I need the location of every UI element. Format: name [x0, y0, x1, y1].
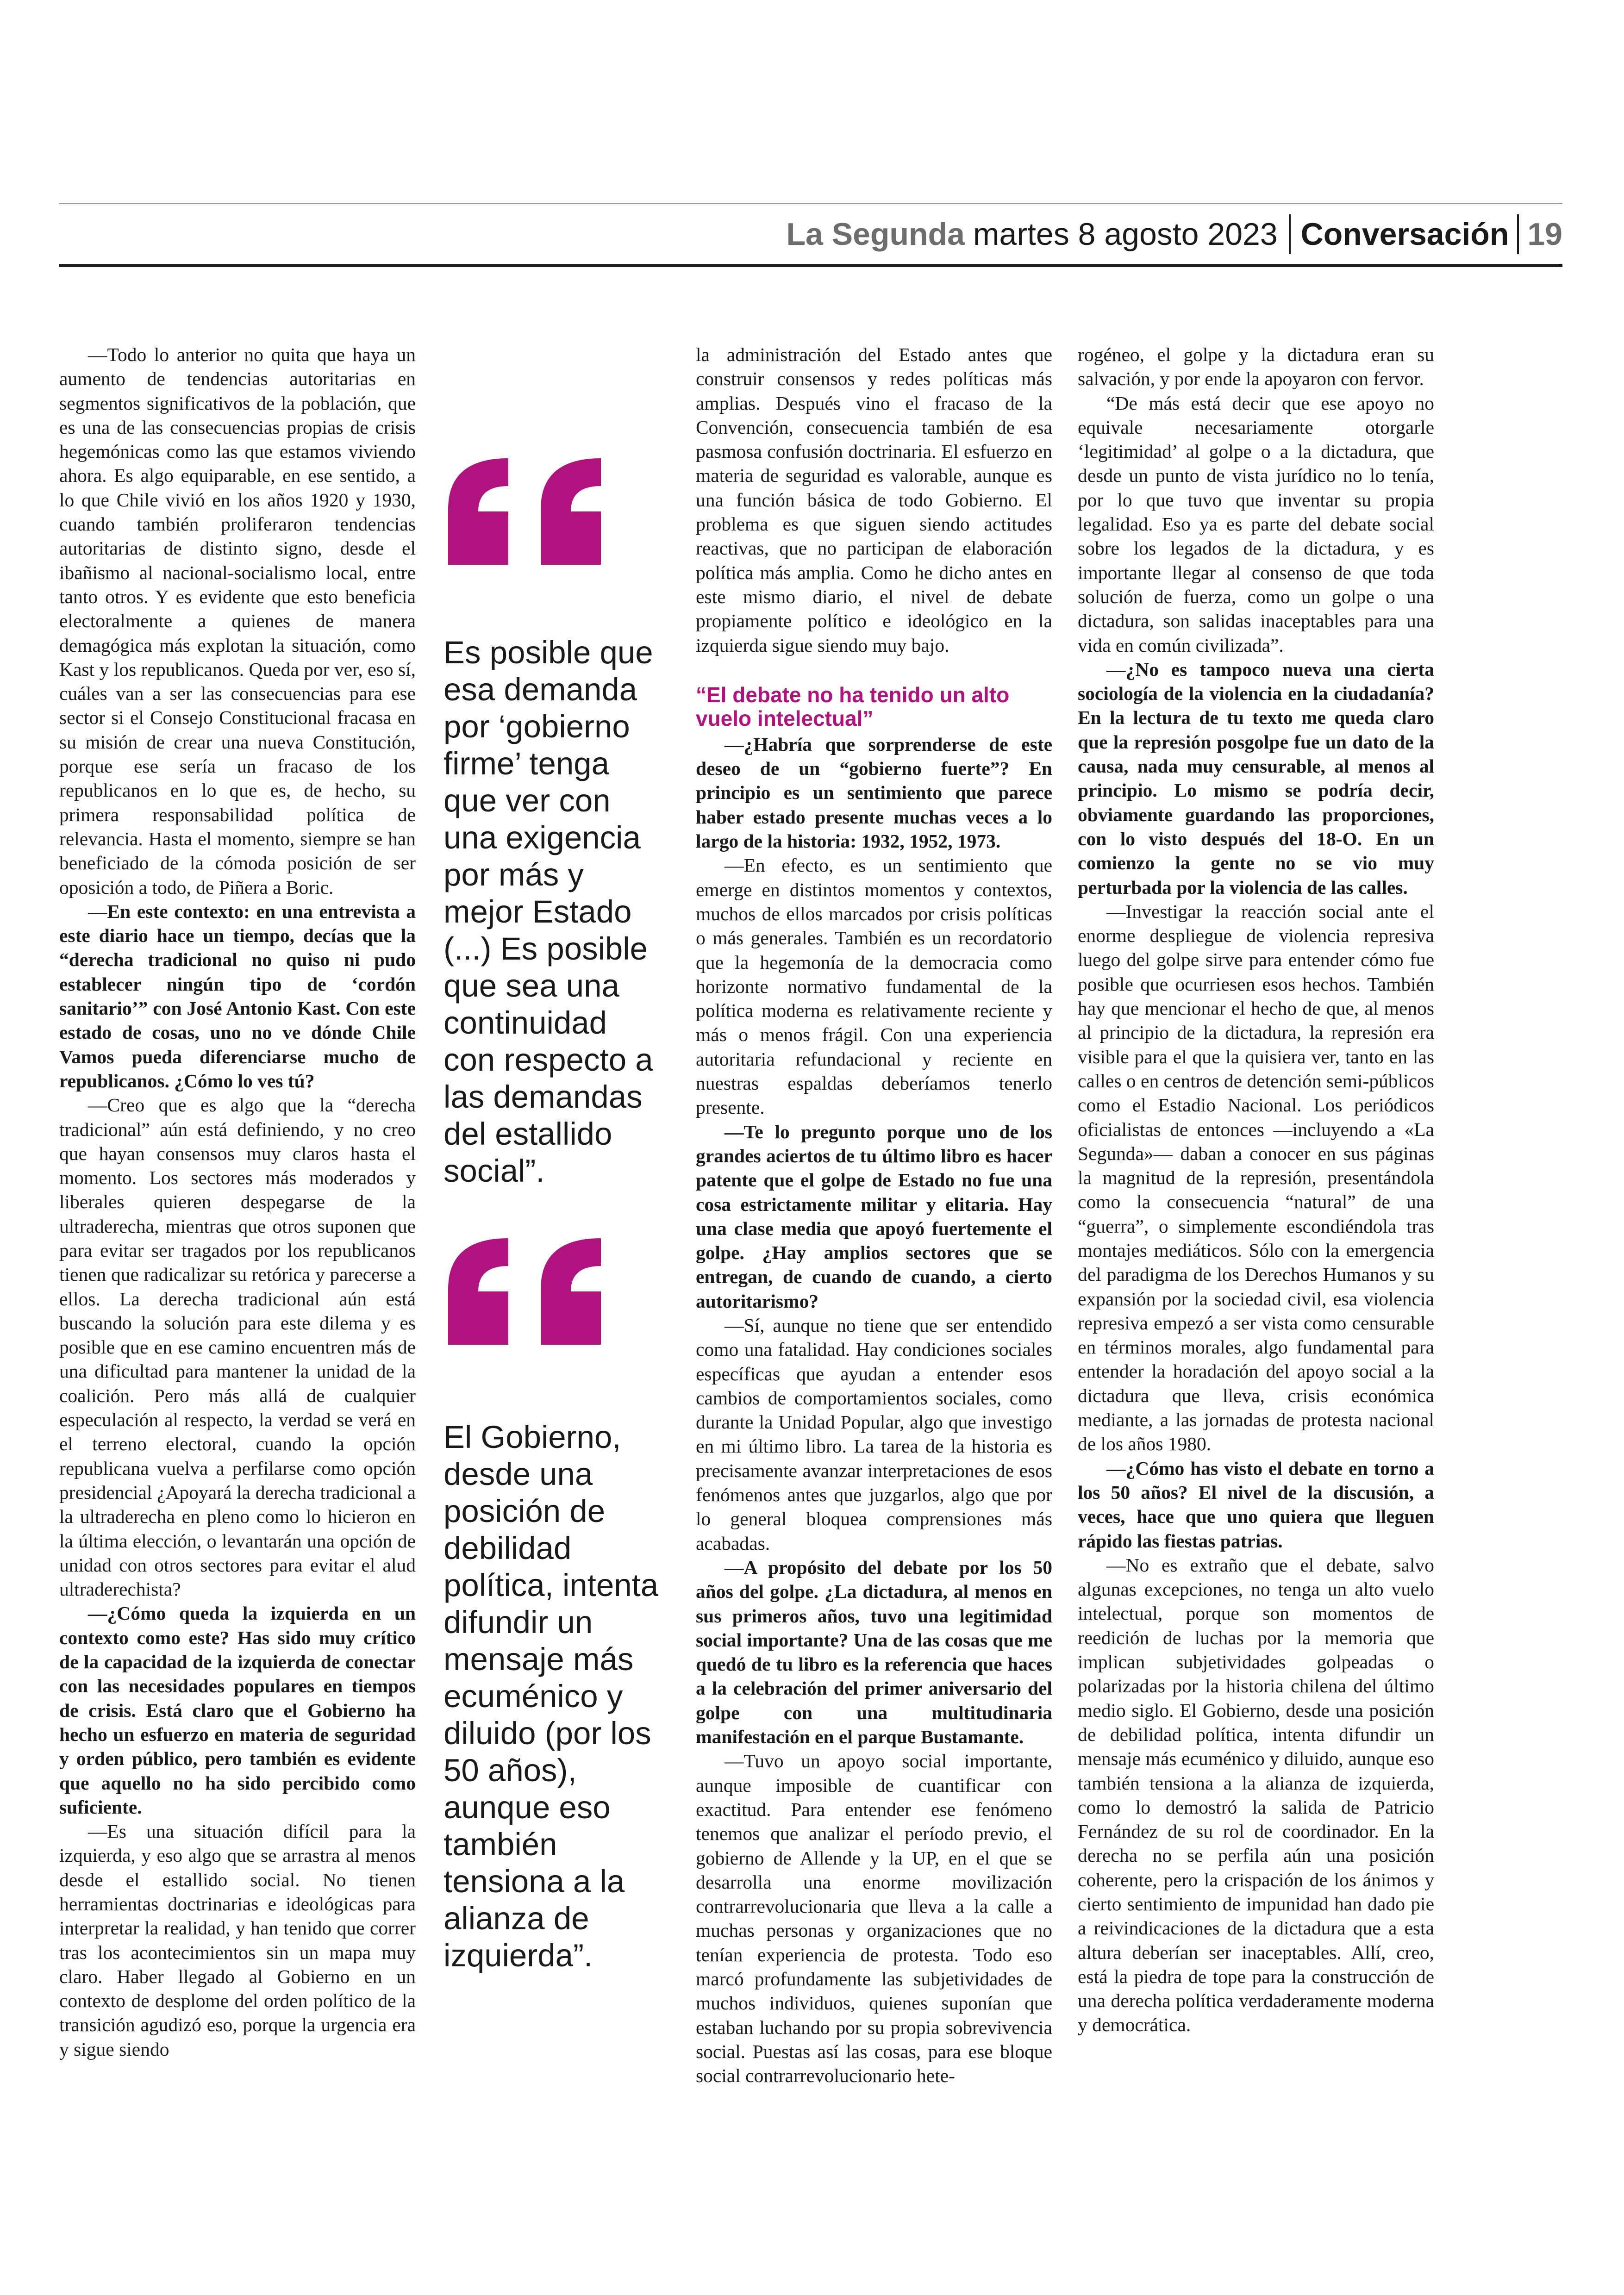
header-rule-top — [59, 203, 1562, 204]
answer-paragraph: —Tuvo un apoyo social importante, aunque imposible de cuantificar con exactitud. Para entender ese fenómeno tenemos que analizar el período previo, el gobierno de Allende y la UP, en el que se desarrolla una enorme movilización contrarrevolucionaria que lleva a la calle a muchas personas y organizaciones que no tenían experiencia de protesta. Todo eso marcó profundamente las subjetividades de muchos individuos, quienes suponían que estaban luchando por su propia sobrevivencia social. Puestas así las cosas, para ese bloque social contrarrevolucionario hete- — [696, 1750, 1052, 2087]
answer-paragraph: —Creo que es algo que la “derecha tradicional” aún está definiendo, y no creo que hayan consensos muy claros hasta el momento. Los sectores más moderados y liberales quieren despegarse de la ultraderecha, mientras que otros suponen que para evitar ser tragados por los republicanos tienen que radicalizar su retórica y parecerse a ellos. La derecha tradicional aún está buscando la solución para este dilema y es posible que en ese camino encuentren más de una dificultad para mantener la unidad de la coalición. Pero más allá de cualquier especulación al respecto, la verdad se verá en el terreno electoral, cuando la opción republicana vuelva a perfilarse como opción presidencial ¿Apoyará la derecha tradicional a la ultraderecha en pleno como lo hicieron en la última elección, o levantarán una opción de unidad con otros sectores para evitar el alud ultraderechista? — [59, 1094, 416, 1600]
newspaper-name: La Segunda — [786, 217, 965, 252]
question-paragraph: —¿Habría que sorprenderse de este deseo de un “gobierno fuerte”? En principio es un sentimiento que parece haber estado presente muchas veces a lo largo de la historia: 1932, 1952, 1973. — [696, 733, 1052, 852]
question-paragraph: —¿Cómo queda la izquierda en un contexto como este? Has sido muy crítico de la capacidad de la izquierda de conectar con las necesidades populares en tiempos de crisis. Está claro que el Gobierno ha hecho un esfuerzo en materia de seguridad y orden público, pero también es evidente que aquello no ha sido percibido como suficiente. — [59, 1603, 416, 1818]
answer-paragraph: “De más está decir que ese apoyo no equivale necesariamente otorgarle ‘legitimidad’ al golpe o a la dictadura, que desde un punto de vista jurídico no lo tenía, por lo que tuvo que inventar su propia legalidad. Eso ya es parte del debate social sobre los legados de la dictadura, y es importante llegar al consenso de que toda solución de fuerza, como un golpe o una dictadura, son salidas inaceptables para una vida en común civilizada”. — [1078, 392, 1434, 656]
header-rule-bottom — [59, 264, 1562, 267]
question-paragraph: —A propósito del debate por los 50 años del golpe. ¿La dictadura, al menos en sus primeros años, tuvo una legitimidad social importante? Una de las cosas que me quedó de tu libro es la referencia que haces a la celebración del primer aniversario del golpe con una multitudinaria manifestación en el parque Bustamante. — [696, 1556, 1052, 1748]
answer-paragraph: —No es extraño que el debate, salvo algunas excepciones, no tenga un alto vuelo intelectual, porque son momentos de reedición de luchas por la memoria que implican subjetividades golpeadas o polarizadas por la historia chilena del último medio siglo. El Gobierno, desde una posición de debilidad política, intenta difundir un mensaje más ecuménico y diluido, aunque eso también tensiona a la alianza de izquierda, como lo demostró la salida de Patricio Fernández de su rol de coordinador. En la derecha no se perfila aún una posición coherente, pero la crispación de los ánimos y cierto sentimiento de impunidad han dado pie a reivindicaciones de la dictadura que a esta altura deberían ser inaceptables. Allí, creo, está la piedra de tope para la construcción de una derecha política verdaderamente moderna y democrática. — [1078, 1554, 1434, 2036]
issue-date: martes 8 agosto 2023 — [973, 217, 1278, 252]
quote-mark-icon — [443, 1234, 610, 1349]
section-name: Conversación — [1300, 217, 1509, 252]
answer-paragraph: —Todo lo anterior no quita que haya un aumento de tendencias autoritarias en segmentos significativos de la población, que es una de las consecuencias propias de crisis hegemónicas como las que estamos viviendo ahora. Es algo equiparable, en ese sentido, a lo que Chile vivió en los años 1920 y 1930, cuando también proliferaron tendencias autoritarias de distinto signo, desde el ibañismo al nacional-socialismo local, entre tanto otros. Y es evidente que esto beneficia electoralmente a quienes de manera demagógica más explotan la situación, como Kast y los republicanos. Queda por ver, eso sí, cuáles van a ser las consecuencias para ese sector si el Consejo Constitucional fracasa en su misión de crear una nueva Constitución, porque ese sería un fracaso de los republicanos en lo que es, de hecho, su primera responsabilidad política de relevancia. Hasta el momento, siempre se han beneficiado de la cómoda posición de ser oposición a todo, de Piñera a Boric. — [59, 344, 416, 898]
masthead-divider — [1289, 214, 1291, 254]
masthead — [787, 207, 1563, 261]
question-paragraph: —Te lo pregunto porque uno de los grandes aciertos de tu último libro es hacer patente que el golpe de Estado no fue una cosa estrictamente militar y elitaria. Hay una clase media que apoyó fuertemente el golpe. ¿Hay amplios sectores que se entregan, de cuando de cuando, a cierto autoritarismo? — [696, 1121, 1052, 1312]
answer-paragraph: —Investigar la reacción social ante el enorme despliegue de violencia represiva luego del golpe sirve para entender cómo fue posible que ocurriesen esos hechos. También hay que mencionar el hecho de que, al menos al principio de la dictadura, la represión era visible para el que la quisiera ver, tanto en las calles o en centros de detención semi-públicos como el Estadio Nacional. Los periódicos oficialistas de entonces —incluyendo a «La Segunda»— daban a conocer en sus páginas la magnitud de la represión, presentándola como la consecuencia “natural” de una “guerra”, o simplemente escondiéndola tras montajes mediáticos. Sólo con la emergencia del paradigma de los Derechos Humanos y su expansión por la sociedad civil, esa violencia represiva empezó a ser vista como censurable en términos morales, algo fundamental para entender la horadación del apoyo social a la dictadura que lleva, crisis económica mediante, a las jornadas de protesta nacional de los años 1980. — [1078, 900, 1434, 1455]
answer-paragraph: —En efecto, es un sentimiento que emerge en distintos momentos y contextos, muchos de ellos marcados por crisis políticas o más generales. También es un recordatorio que la hegemonía de la democracia como horizonte normativo fundamental de la política moderna es relativamente reciente y más o menos frágil. Con una experiencia autoritaria refundacional y reciente en nuestras espaldas deberíamos tenerlo presente. — [696, 854, 1052, 1118]
answer-paragraph: —Sí, aunque no tiene que ser entendido como una fatalidad. Hay condiciones sociales específicas que ayudan a entender esos cambios de comportamientos sociales, como durante la Unidad Popular, algo que investigo en mi último libro. La tarea de la historia es precisamente avanzar interpretaciones de esos fenómenos antes que juzgarlos, algo que por lo general bloquea comprensiones más acabadas. — [696, 1314, 1052, 1554]
page-divider — [1517, 214, 1519, 254]
pull-quote-2: El Gobierno, desde una posición de debilidad política, intenta difundir un mensaje más ecuménico y diluido (por los 50 años), aunque eso también tensiona a la alianza de izquierda”. — [443, 1419, 659, 1973]
question-paragraph: —¿No es tampoco nueva una cierta sociología de la violencia en la ciudadanía? En la lectura de tu texto me queda claro que la represión posgolpe fue un dato de la causa, nada muy censurable, al menos al principio. Lo mismo se podría decir, obviamente guardando las proporciones, con lo visto después del 18-O. En un comienzo la gente no se vio muy perturbada por la violencia de las calles. — [1078, 658, 1434, 898]
continuation-paragraph: rogéneo, el golpe y la dictadura eran su salvación, y por ende la apoyaron con fervor. — [1078, 344, 1434, 390]
column-4 — [1078, 343, 1434, 2037]
quote-mark-icon — [443, 454, 610, 569]
question-paragraph: —¿Cómo has visto el debate en torno a los 50 años? El nivel de la discusión, a veces, hace que uno quiera que lleguen rápido las fiestas patrias. — [1078, 1457, 1434, 1552]
answer-paragraph: —Es una situación difícil para la izquierda, y eso algo que se arrastra al menos desde el estallido social. No tienen herramientas doctrinarias e ideológicas para interpretar la realidad, y han tenido que correr tras los acontecimientos sin un mapa muy claro. Haber llegado al Gobierno en un contexto de desplome del orden político de la transición agudizó eso, porque la urgencia era y sigue siendo — [59, 1821, 416, 2060]
question-paragraph: —En este contexto: en una entrevista a este diario hace un tiempo, decías que la “derecha tradicional no quiso ni pudo establecer ningún tipo de ‘cordón sanitario’” con José Antonio Kast. Con este estado de cosas, uno no ve dónde Chile Vamos pueda diferenciarse mucho de republicanos. ¿Cómo lo ves tú? — [59, 900, 416, 1091]
column-1 — [59, 343, 416, 2061]
column-3 — [696, 343, 1052, 2088]
pull-quote-1: Es posible que esa demanda por ‘gobierno firme’ tenga que ver con una exigencia por más y mejor Estado (...) Es posible que sea una continuidad con respecto a las demandas del estallido social”. — [443, 635, 653, 1189]
subheading: “El debate no ha tenido un alto vuelo intelectual” — [696, 682, 1010, 730]
continuation-paragraph: la administración del Estado antes que construir consensos y redes políticas más amplias. Después vino el fracaso de la Convención, consecuencia también de esa pasmosa confusión doctrinaria. El esfuerzo en materia de seguridad es valorable, aunque es una función básica de todo Gobierno. El problema es que siguen siendo actitudes reactivas, que no participan de elaboración política más amplia. Como he dicho antes en este mismo diario, el nivel de debate propiamente político e ideológico en la izquierda sigue siendo muy bajo. — [696, 344, 1052, 656]
page-number: 19 — [1527, 217, 1562, 252]
